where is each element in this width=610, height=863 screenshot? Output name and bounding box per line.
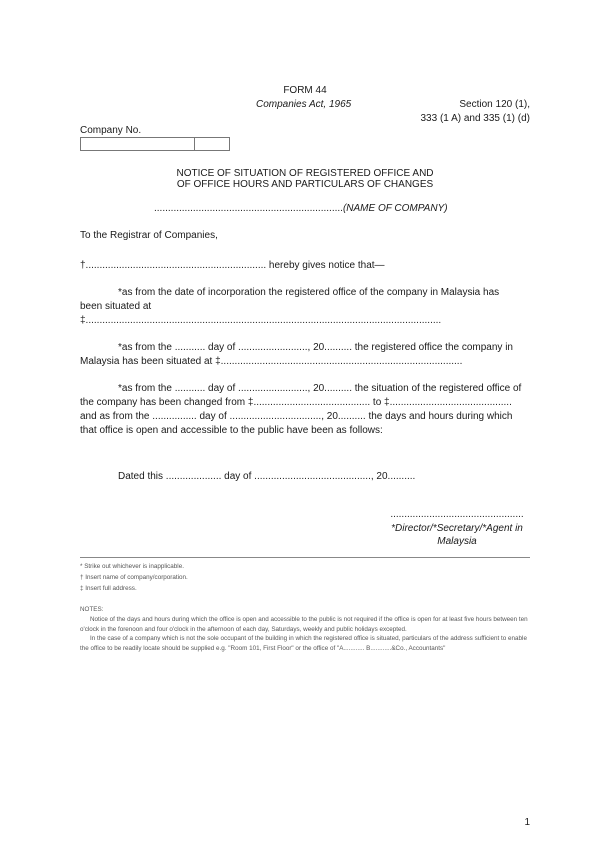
company-no-label: Company No. (80, 125, 142, 136)
page-number: 1 (524, 817, 530, 828)
notes-heading: NOTES: (80, 606, 104, 613)
footnote-2: † Insert name of company/corporation. (80, 574, 188, 581)
footnote-divider (80, 557, 530, 558)
section-reference-line1: Section 120 (1), (459, 99, 530, 110)
company-name-line (154, 202, 448, 215)
para3-line2: the company has been changed from ‡.......................................... to ‡............................................ (80, 397, 512, 408)
company-name-dots: .................................................................... (154, 203, 343, 214)
signatory-title-line1: *Director/*Secretary/*Agent in (391, 523, 523, 534)
dated-line: Dated this .................... day of .........................................., 20.......... (118, 471, 416, 482)
para3-line3: and as from the ................ day of ................................., 20.......... the days and hours during which (80, 411, 513, 422)
para1-line1: *as from the date of incorporation the registered office of the company in Malaysia has (118, 287, 500, 298)
form-title-line1: NOTICE OF SITUATION OF REGISTERED OFFICE AND (176, 168, 434, 179)
form-title-line2: OF OFFICE HOURS AND PARTICULARS OF CHANGES (176, 179, 434, 190)
para3-line4: that office is open and accessible to the public have been as follows: (80, 425, 383, 436)
company-no-field[interactable] (80, 137, 230, 151)
para2-line2: Malaysia has been situated at ‡....................................................................................... (80, 356, 463, 367)
footnote-1: * Strike out whichever is inapplicable. (80, 563, 184, 570)
act-reference: Companies Act, 1965 (256, 99, 352, 110)
para2-line1: *as from the ........... day of ........................., 20.......... the registered office the company in (118, 342, 513, 353)
signatory-title-line2: Malaysia (437, 536, 477, 547)
company-no-divider (194, 138, 195, 150)
company-name-label: (NAME OF COMPANY) (342, 203, 448, 214)
para3-line1: *as from the ........... day of ........................., 20.......... the situation of the registered office of (118, 383, 522, 394)
para1-address-line: ‡................................................................................................................................ (80, 315, 442, 326)
footnote-3: ‡ Insert full address. (80, 585, 137, 592)
notice-line: †................................................................. hereby gives notice that— (80, 260, 385, 271)
section-reference-line2: 333 (1 A) and 335 (1) (d) (420, 113, 530, 124)
signature-dots: ................................................ (390, 509, 524, 520)
notes-paragraph-1: Notice of the days and hours during which the office is open and accessible to the public is not required if the office is open for at least five hours between ten o'clock in the forenoon and four o'clock in the afternoon of each day, Saturdays, weekly and public holidays excepted. (80, 616, 528, 633)
form-number: FORM 44 (283, 85, 327, 96)
para1-line2: been situated at (80, 301, 152, 312)
addressee: To the Registrar of Companies, (80, 230, 218, 241)
notes-paragraph-2: In the case of a company which is not the sole occupant of the building in which the registered office is situated, particulars of the address sufficient to enable the office to be readily locate should be supplied e.g. "Room 101, First Floor" or the office of "A............ B............&Co., Accountants" (80, 635, 527, 652)
